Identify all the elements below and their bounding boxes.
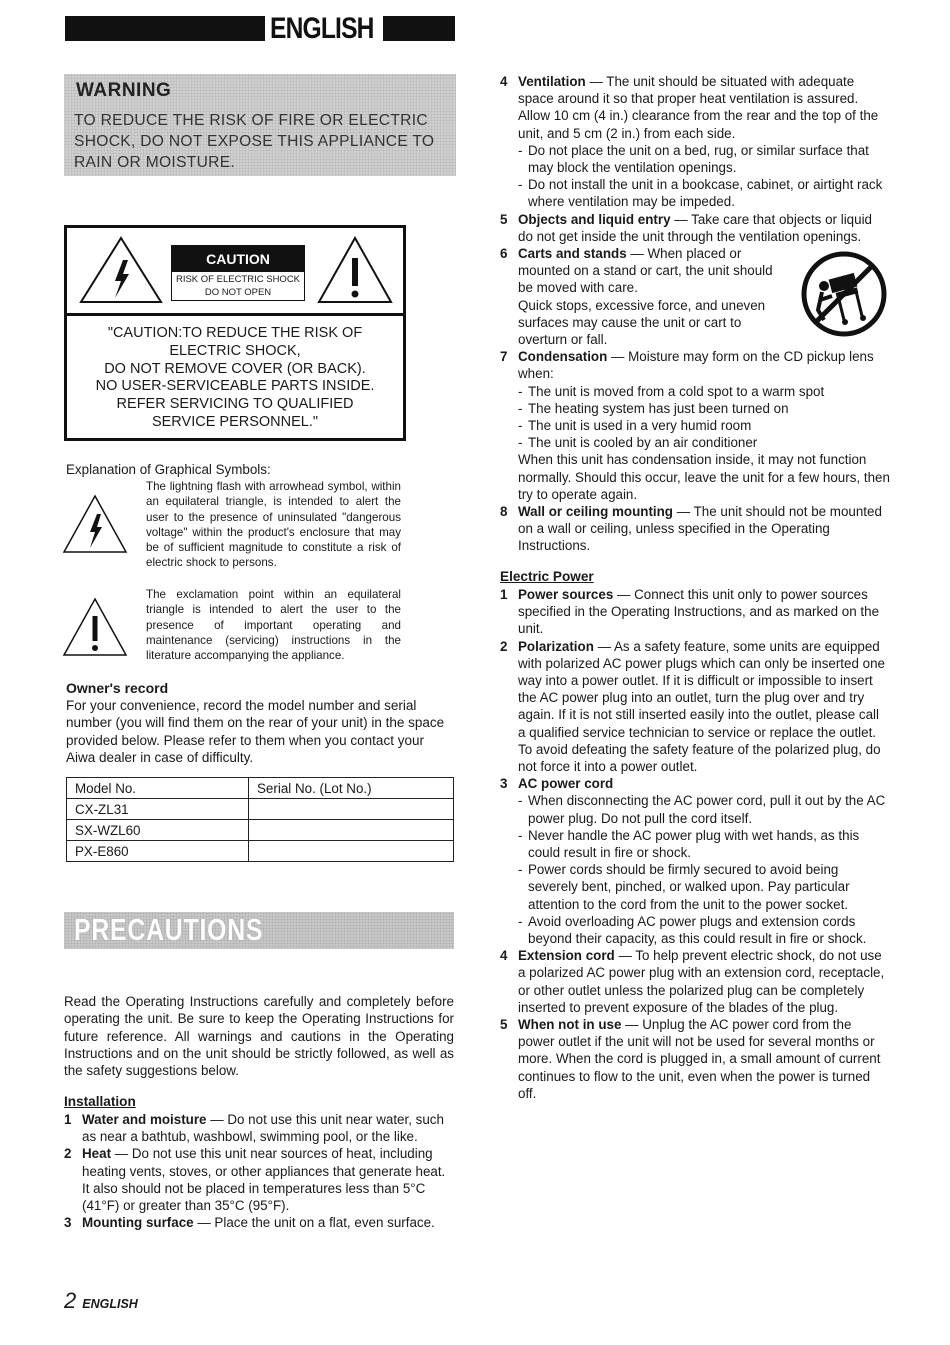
item-text: — Moisture may form on the CD pickup lens when: [518, 349, 874, 382]
caution-line: NO USER-SERVICEABLE PARTS INSIDE. [95, 378, 375, 395]
header-bar-left [65, 16, 265, 41]
serial-cell[interactable] [249, 841, 454, 862]
precautions-intro: Read the Operating Instructions carefully and completely before operating the unit. Be sure to keep the Operating Instructions for future reference. All warnings and cautions in the Operating Instructions and on the unit should be strictly followed, as well as the safety suggestions below. [64, 994, 454, 1079]
precautions-banner [64, 912, 454, 949]
item-text-2: When this unit has condensation inside, it may not function normally. Should this occur, leave the unit for a few hours, then try to operate again. [518, 452, 890, 502]
electric-power-heading: Electric Power [500, 569, 594, 584]
exclamation-triangle-icon [317, 236, 393, 304]
list-item-polarization [500, 638, 890, 776]
header-title: ENGLISH [270, 12, 374, 45]
sub-item: - The unit is used in a very humid room [518, 417, 890, 434]
caution-label-sub1: RISK OF ELECTRIC SHOCK [175, 274, 301, 285]
list-item-when-not-in-use [500, 1016, 890, 1102]
model-cell: PX-E860 [67, 841, 249, 862]
list-item-ac-power-cord [500, 775, 890, 947]
item-heading: Mounting surface [82, 1215, 194, 1231]
warning-text: TO REDUCE THE RISK OF FIRE OR ELECTRIC SHOCK, DO NOT EXPOSE THIS APPLIANCE TO RAIN OR MOISTURE. [74, 112, 435, 171]
item-number: 3 [64, 1215, 72, 1231]
item-heading: Carts and stands [518, 246, 627, 262]
item-text: — To help prevent electric shock, do not use a polarized AC power plug with an extension cord, receptacle, or other outlet unless the polarized plug can be completely inserted to prevent exposure of the blades of the plug. [518, 948, 885, 1015]
caution-label-sub2: DO NOT OPEN [204, 287, 272, 298]
item-number: 6 [500, 246, 508, 262]
item-text: — Connect this unit only to power sources specified in the Operating Instructions, and as marked on the unit. [518, 587, 880, 637]
list-item-ventilation [500, 73, 890, 211]
installation-list [64, 1111, 454, 1231]
sub-item: - The unit is moved from a cold spot to a warm spot [518, 383, 890, 400]
caution-line: ELECTRIC SHOCK, [169, 342, 301, 359]
item-text-2: Quick stops, excessive force, and uneven surfaces may cause the unit or cart to overturn or fall. [518, 297, 766, 348]
table-row [67, 841, 454, 862]
owner-record-text: For your convenience, record the model number and serial number (you will find them on the rear of your unit) in the space provided below. Please refer to them when you contact your Aiwa dealer in case of difficulty. [66, 698, 445, 765]
list-item-condensation [500, 348, 890, 503]
item-number: 5 [500, 211, 508, 227]
caution-line: "CAUTION:TO REDUCE THE RISK OF [107, 325, 363, 341]
item-text: — Unplug the AC power cord from the power outlet if the unit will not be used for several months or more. When the cord is plugged in, a small amount of current continues to flow to the unit, even when the power is turned off. [518, 1017, 881, 1101]
sub-item: - Do not install the unit in a bookcase, cabinet, or airtight rack where ventilation may be impeded. [518, 176, 890, 210]
table-row [67, 799, 454, 820]
owner-record-table [66, 777, 454, 862]
table-header-row [67, 778, 454, 799]
section-header-english [65, 14, 455, 44]
item-heading: Wall or ceiling mounting [518, 504, 673, 520]
item-heading: Extension cord [518, 948, 615, 964]
caution-label-title: CAUTION [172, 246, 304, 272]
table-header-model: Model No. [67, 778, 249, 799]
installation-heading: Installation [64, 1094, 136, 1109]
item-text: — Take care that objects or liquid do not get inside the unit through the ventilation openings. [518, 211, 872, 244]
item-number: 1 [500, 587, 508, 602]
caution-line: REFER SERVICING TO QUALIFIED [116, 396, 354, 413]
model-cell: CX-ZL31 [67, 799, 249, 820]
item-text: — Do not use this unit near water, such as near a bathtub, washbowl, swimming pool, or the like. [82, 1112, 444, 1145]
item-number: 5 [500, 1017, 508, 1033]
model-cell: SX-WZL60 [67, 820, 249, 841]
caution-line: SERVICE PERSONNEL." [151, 413, 319, 430]
item-heading: Ventilation [518, 74, 586, 89]
exclamation-triangle-icon [62, 597, 128, 657]
list-item-power-sources [500, 586, 890, 638]
electric-power-list [500, 586, 890, 1102]
item-text: — Do not use this unit near sources of heat, including heating vents, stoves, or other appliances that generate heat. It also should not be placed in temperatures less than 5°C (41°F) or greater than 35°C (95°F). [82, 1146, 446, 1214]
sub-item: - Never handle the AC power plug with wet hands, as this could result in fire or shock. [518, 827, 890, 861]
list-item [64, 1214, 454, 1231]
table-header-serial: Serial No. (Lot No.) [249, 778, 454, 799]
item-text: — As a safety feature, some units are equipped with polarized AC power plugs which can only be inserted one way into a power outlet. If it is difficult or impossible to insert the AC power plug into an outlet, turn the plug over and try again. If it is not still inserted easily into the outlet, please call a qualified service technician to service or replace the outlet. To avoid defeating the safety feature of the polarized plug, do not force it into a power outlet. [518, 638, 885, 775]
sub-item: - The heating system has just been turned on [518, 400, 890, 417]
serial-cell[interactable] [249, 820, 454, 841]
warning-box [64, 74, 456, 176]
item-number: 1 [64, 1112, 72, 1127]
sub-item: - The unit is cooled by an air conditioner [518, 434, 890, 451]
item-number: 4 [500, 74, 508, 89]
item-heading: Condensation [518, 349, 608, 365]
lightning-explanation: The lightning flash with arrowhead symbol, within an equilateral triangle, is intended to alert the user to the presence of uninsulated "dangerous voltage" within the product's enclosure that may be of sufficient magnitude to constitute a risk of electric shock to persons. [146, 480, 401, 570]
cart-tipover-warning-icon [800, 250, 888, 338]
item-text: — The unit should be situated with adequate space around it so that proper heat ventilation is assured. Allow 10 cm (4 in.) clearance from the rear and the top of the unit, and 5 cm (2 in.) from each side. [518, 74, 879, 141]
item-number: 2 [64, 1146, 72, 1162]
item-text: — Place the unit on a flat, even surface. [193, 1215, 435, 1231]
page-footer [64, 1288, 138, 1314]
sub-item: - Do not place the unit on a bed, rug, or similar surface that may block the ventilation openings. [518, 142, 890, 176]
page-number: 2 [64, 1288, 77, 1313]
sub-item: - Avoid overloading AC power plugs and extension cords beyond their capacity, as this could result in fire or shock. [518, 913, 890, 947]
item-heading: Objects and liquid entry [518, 211, 671, 227]
list-item-objects [500, 211, 890, 245]
list-item [64, 1145, 454, 1214]
item-number: 7 [500, 349, 508, 365]
item-number: 8 [500, 504, 508, 520]
caution-box [64, 225, 406, 441]
owner-record-heading: Owner's record [66, 680, 169, 696]
caution-line: DO NOT REMOVE COVER (OR BACK). [104, 360, 366, 377]
header-bar-right [383, 16, 455, 41]
precautions-title: PRECAUTIONS [74, 912, 264, 947]
lightning-triangle-icon [79, 236, 163, 304]
list-item-wall-mounting [500, 503, 890, 555]
lightning-triangle-icon [62, 494, 128, 554]
list-item-extension-cord [500, 947, 890, 1016]
item-heading: Polarization [518, 638, 594, 654]
item-heading: AC power cord [518, 776, 614, 792]
sub-item: - When disconnecting the AC power cord, pull it out by the AC power plug. Do not pull the cord itself. [518, 792, 890, 826]
item-heading: Water and moisture [82, 1112, 207, 1127]
item-number: 2 [500, 638, 508, 654]
caution-label [171, 245, 305, 301]
warning-title: WARNING [76, 80, 172, 101]
item-heading: Power sources [518, 587, 614, 602]
list-item [64, 1111, 454, 1145]
caution-text [67, 325, 403, 432]
table-row [67, 820, 454, 841]
serial-cell[interactable] [249, 799, 454, 820]
item-number: 4 [500, 948, 508, 964]
item-text: — When placed or mounted on a stand or cart, the unit should be moved with care. [518, 246, 773, 296]
sub-item: - Power cords should be firmly secured to avoid being severely bent, pinched, or walked upon. Pay particular attention to the cord from the unit to the power socket. [518, 861, 890, 913]
item-heading: When not in use [518, 1017, 622, 1033]
caution-symbols-row [67, 228, 403, 316]
item-heading: Heat [82, 1146, 112, 1162]
exclamation-explanation: The exclamation point within an equilateral triangle is intended to alert the user to the presence of important operating and maintenance (servicing) instructions in the literature accompanying the appliance. [146, 588, 401, 663]
list-item-carts [500, 245, 790, 348]
symbols-title: Explanation of Graphical Symbols: [66, 462, 271, 477]
item-number: 3 [500, 776, 508, 792]
footer-language: ENGLISH [82, 1297, 138, 1311]
item-text: — The unit should not be mounted on a wall or ceiling, unless specified in the Operating Instructions. [518, 504, 882, 554]
